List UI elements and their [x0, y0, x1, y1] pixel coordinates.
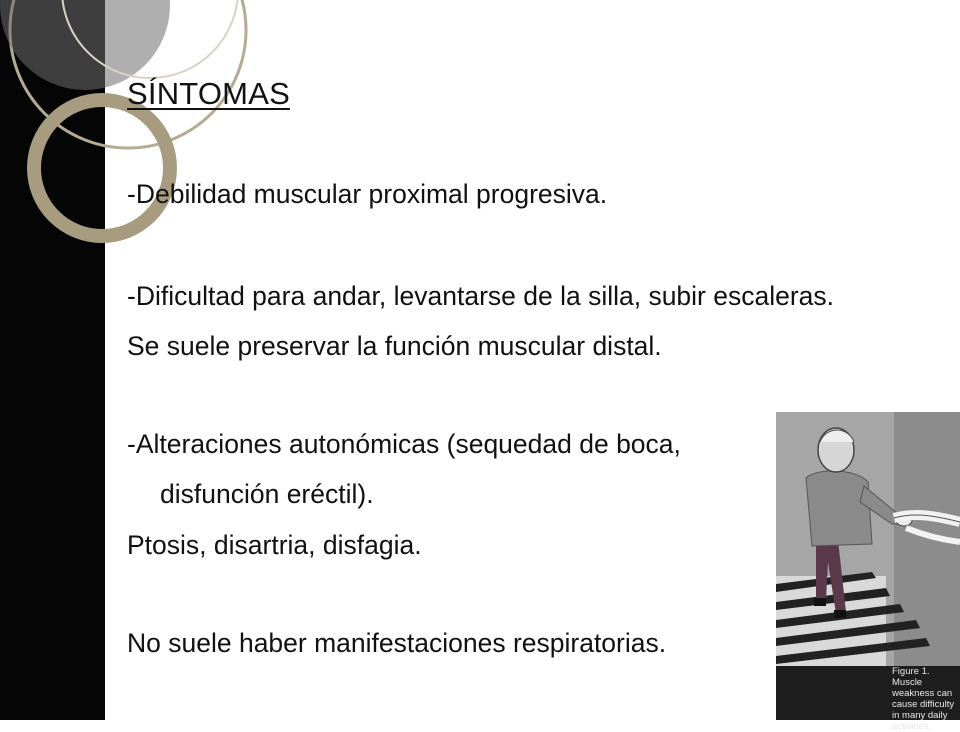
bullet-line-7: No suele haber manifestaciones respiratorias. [127, 628, 667, 658]
slide-title: SÍNTOMAS [127, 76, 290, 111]
figure-caption: Figure 1. Muscle weakness can cause difficulty in many daily activities. [892, 666, 955, 732]
bullet-line-3: Se suele preservar la función muscular distal. [127, 331, 662, 361]
bullet-line-4: -Alteraciones autonómicas (sequedad de boca, [127, 429, 681, 459]
bullet-line-5: disfunción eréctil). [160, 479, 374, 509]
bullet-line-2: -Dificultad para andar, levantarse de la silla, subir escaleras. [127, 281, 835, 311]
bullet-line-6: Ptosis, disartria, disfagia. [127, 530, 422, 560]
decorative-rings-icon [0, 0, 105, 720]
bullet-line-1: -Debilidad muscular proximal progresiva. [127, 179, 608, 209]
decorative-sidebar [0, 0, 105, 720]
